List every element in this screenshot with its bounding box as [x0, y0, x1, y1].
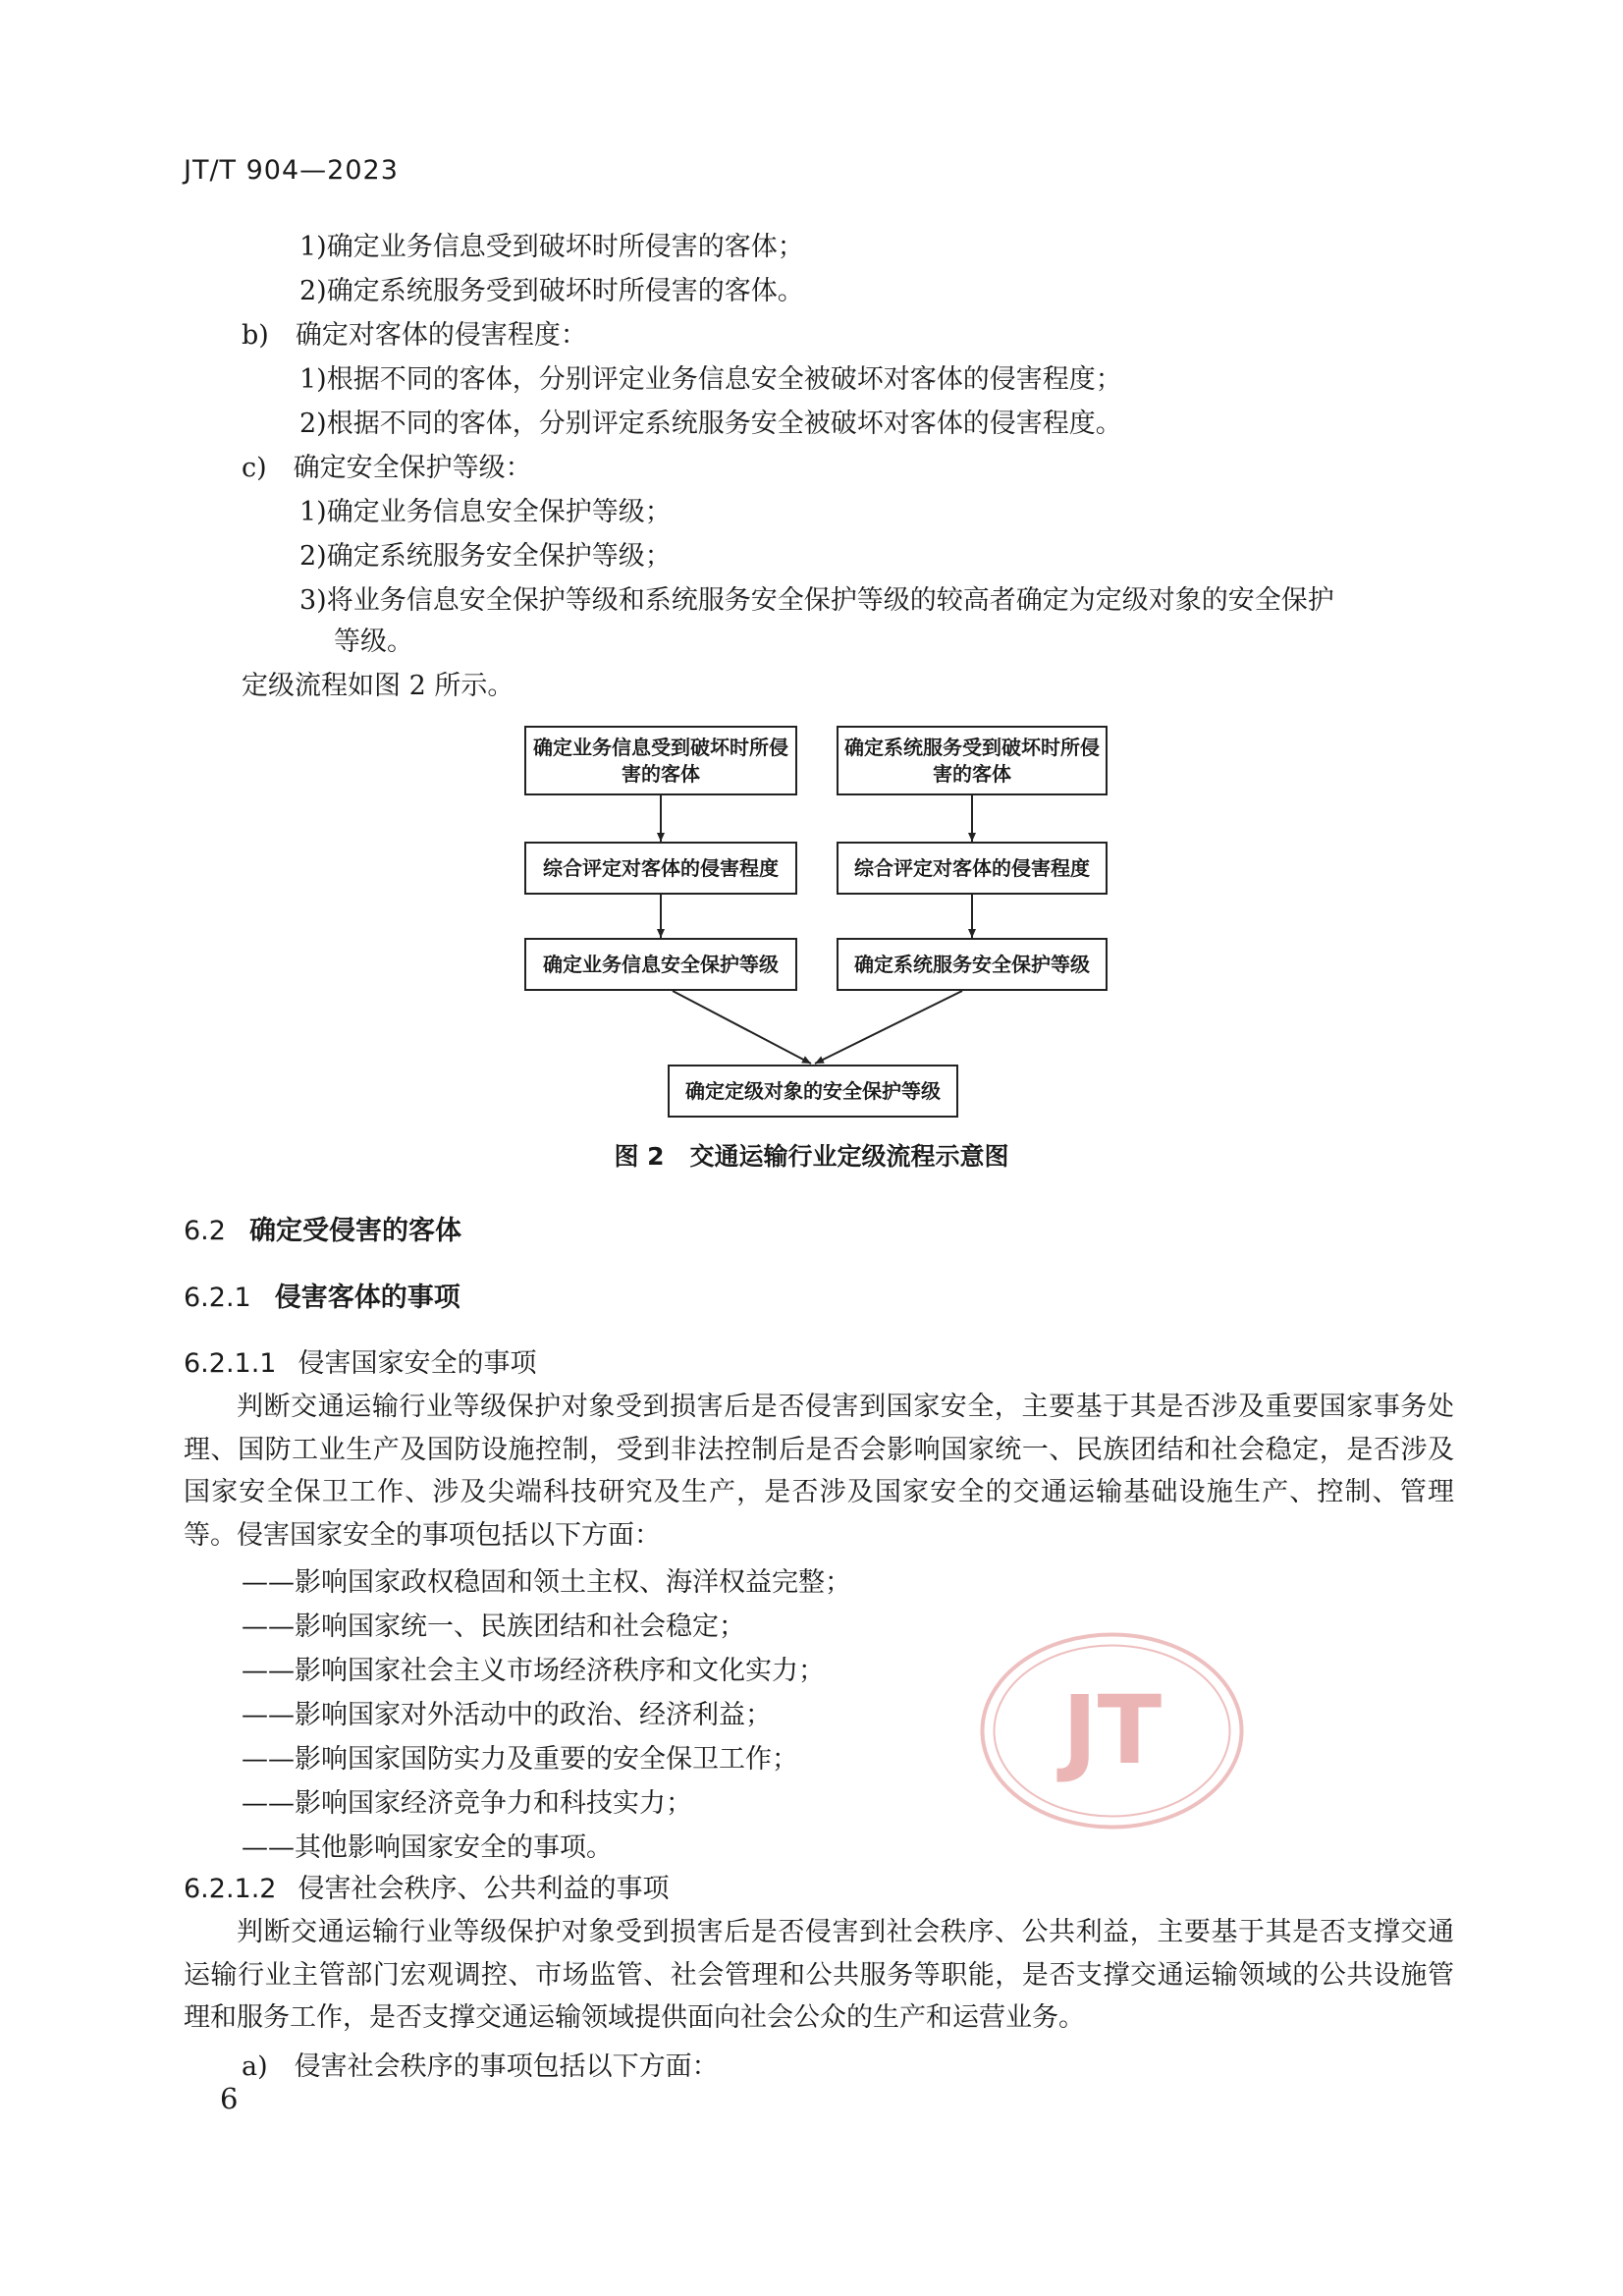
list-item-a-social-order: a) 侵害社会秩序的事项包括以下方面： — [242, 2051, 719, 2082]
flowchart-connectors — [0, 0, 1623, 1139]
section-number: 6.2.1.1 — [184, 1348, 277, 1379]
section-title: 确定受侵害的客体 — [248, 1216, 461, 1246]
section-title: 侵害客体的事项 — [274, 1283, 460, 1313]
section-6-2-1-2-heading — [184, 1870, 669, 1909]
bullet-item-1: ——影响国家政权稳固和领土主权、海洋权益完整； — [242, 1567, 851, 1598]
list-item-c-3-continued: 等级。 — [334, 627, 413, 657]
section-title: 侵害社会秩序、公共利益的事项 — [298, 1874, 670, 1904]
figure-title: 交通运输行业定级流程示意图 — [689, 1142, 1009, 1171]
paragraph-national-security: 判断交通运输行业等级保护对象受到损害后是否侵害到国家安全，主要基于其是否涉及重要国家事务处理、国防工业生产及国防设施控制，受到非法控制后是否会影响国家统一、民族团结和社会稳定，是否涉及国家安全保卫工作、涉及尖端科技研究及生产，是否涉及国家安全的交通运输基础设施生产、控制、管理等。侵害国家安全的事项包括以下方面： — [184, 1392, 1454, 1551]
list-item-c-3: 3)将业务信息安全保护等级和系统服务安全保护等级的较高者确定为定级对象的安全保护 — [299, 585, 1334, 616]
section-number: 6.2 — [184, 1216, 226, 1246]
section-number: 6.2.1 — [184, 1283, 251, 1313]
bullet-item-5: ——影响国家国防实力及重要的安全保卫工作； — [242, 1744, 798, 1775]
flow-box-right-2: 综合评定对客体的侵害程度 — [837, 842, 1108, 895]
page-number: 6 — [220, 2082, 239, 2115]
jt-watermark-logo — [977, 1630, 1247, 1831]
paragraph-social-order: 判断交通运输行业等级保护对象受到损害后是否侵害到社会秩序、公共利益，主要基于其是否支撑交通运输行业主管部门宏观调控、市场监管、社会管理和公共服务等职能，是否支撑交通运输领域的公共设施管理和服务工作，是否支撑交通运输领域提供面向社会公众的生产和运营业务。 — [184, 1917, 1454, 2033]
arrow-right-to-bottom — [815, 991, 962, 1064]
bullet-item-3: ——影响国家社会主义市场经济秩序和文化实力； — [242, 1656, 825, 1686]
watermark-text: JT — [1061, 1675, 1163, 1785]
section-6-2-1-heading — [184, 1279, 460, 1318]
list-item-1-1: 1)确定业务信息受到破坏时所侵害的客体； — [299, 232, 804, 262]
list-item-c-1: 1)确定业务信息安全保护等级； — [299, 497, 672, 527]
list-item-c-2: 2)确定系统服务安全保护等级； — [299, 541, 672, 572]
figure-caption — [0, 1137, 1623, 1173]
section-number: 6.2.1.2 — [184, 1874, 277, 1904]
list-item-c: c) 确定安全保护等级： — [242, 453, 532, 483]
list-item-b-1: 1)根据不同的客体，分别评定业务信息安全被破坏对客体的侵害程度； — [299, 364, 1122, 395]
flow-box-left-1: 确定业务信息受到破坏时所侵害的客体 — [524, 726, 797, 795]
flow-box-left-2: 综合评定对客体的侵害程度 — [524, 842, 797, 895]
section-title: 侵害国家安全的事项 — [298, 1348, 537, 1379]
section-6-2-heading — [184, 1212, 461, 1251]
list-item-b-2: 2)根据不同的客体，分别评定系统服务安全被破坏对客体的侵害程度。 — [299, 409, 1122, 439]
list-item-1-2: 2)确定系统服务受到破坏时所侵害的客体。 — [299, 276, 804, 306]
arrow-left-to-bottom — [673, 991, 811, 1064]
list-item-b: b) 确定对客体的侵害程度： — [242, 320, 587, 351]
bullet-item-4: ——影响国家对外活动中的政治、经济利益； — [242, 1700, 772, 1730]
figure-number: 图 2 — [614, 1142, 665, 1171]
flow-box-right-1: 确定系统服务受到破坏时所侵害的客体 — [837, 726, 1108, 795]
section-6-2-1-1-heading — [184, 1344, 536, 1384]
standard-code-header: JT/T 904—2023 — [184, 155, 399, 186]
bullet-item-7: ——其他影响国家安全的事项。 — [242, 1832, 613, 1863]
flow-box-bottom: 确定定级对象的安全保护等级 — [668, 1065, 958, 1118]
bullet-item-6: ——影响国家经济竞争力和科技实力； — [242, 1788, 692, 1819]
flow-box-right-3: 确定系统服务安全保护等级 — [837, 938, 1108, 991]
figure-reference: 定级流程如图 2 所示。 — [242, 671, 514, 701]
flow-box-left-3: 确定业务信息安全保护等级 — [524, 938, 797, 991]
bullet-item-2: ——影响国家统一、民族团结和社会稳定； — [242, 1612, 745, 1642]
